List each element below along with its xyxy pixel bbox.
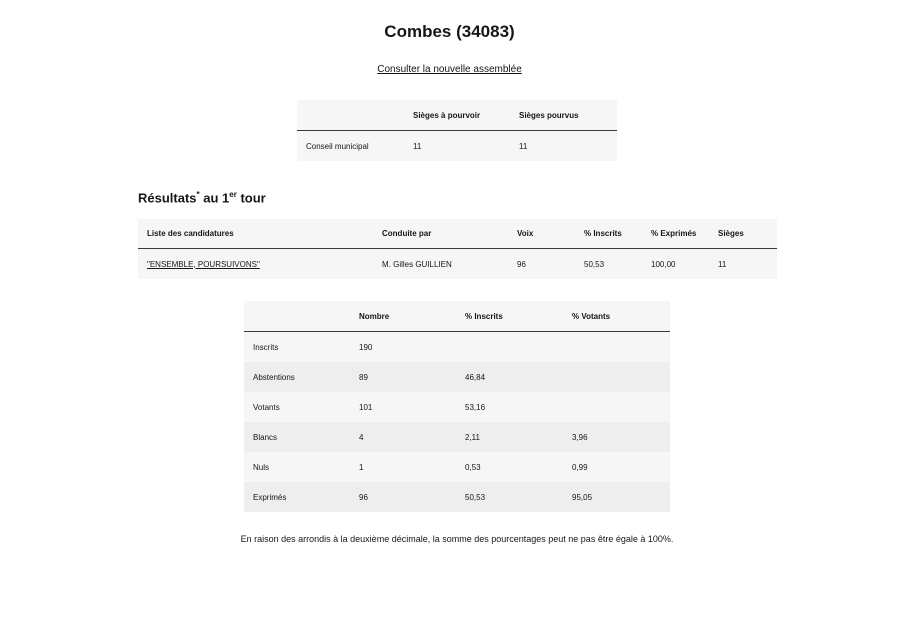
candidate-pct-expressed: 100,00 <box>642 249 709 280</box>
stats-pct-voters <box>563 362 670 392</box>
assembly-link-container <box>0 64 899 75</box>
candidates-header-row <box>138 219 777 249</box>
stats-pct-registered: 2,11 <box>456 422 563 452</box>
stats-count: 190 <box>350 332 456 363</box>
new-assembly-link[interactable]: Consulter la nouvelle assemblée <box>377 64 522 75</box>
stats-label: Exprimés <box>244 482 350 512</box>
header-led-by: Conduite par <box>373 219 508 249</box>
page-title: Combes (34083) <box>384 22 515 41</box>
header-list: Liste des candidatures <box>138 219 373 249</box>
stats-header-row <box>244 301 670 332</box>
stats-label: Blancs <box>244 422 350 452</box>
stats-header-pct-registered: % Inscrits <box>456 301 563 332</box>
header-pct-expressed: % Exprimés <box>642 219 709 249</box>
table-row <box>244 422 670 452</box>
header-votes: Voix <box>508 219 575 249</box>
stats-pct-registered: 0,53 <box>456 452 563 482</box>
results-heading-prefix: Résultats <box>138 190 197 206</box>
candidate-list-cell <box>138 249 373 280</box>
results-heading-mid: au 1 <box>199 190 230 206</box>
seats-header-filled: Sièges pourvus <box>510 100 617 131</box>
stats-label: Votants <box>244 392 350 422</box>
stats-count: 4 <box>350 422 456 452</box>
seats-header-row <box>297 100 617 131</box>
stats-pct-voters <box>563 332 670 363</box>
header-seats: Sièges <box>709 219 777 249</box>
stats-count: 96 <box>350 482 456 512</box>
stats-label: Abstentions <box>244 362 350 392</box>
stats-pct-voters <box>563 392 670 422</box>
rounding-note: En raison des arrondis à la deuxième décimale, la somme des pourcentages peut ne pas être égale à 100%. <box>240 534 674 544</box>
stats-label: Nuls <box>244 452 350 482</box>
table-row <box>244 482 670 512</box>
candidate-list-link[interactable]: "ENSEMBLE, POURSUIVONS" <box>147 259 260 269</box>
header-pct-registered: % Inscrits <box>575 219 642 249</box>
candidate-leader: M. Gilles GUILLIEN <box>373 249 508 280</box>
stats-count: 1 <box>350 452 456 482</box>
results-heading-star: * <box>196 190 200 199</box>
candidate-pct-registered: 50,53 <box>575 249 642 280</box>
stats-pct-registered: 46,84 <box>456 362 563 392</box>
results-heading <box>138 190 266 205</box>
stats-count: 101 <box>350 392 456 422</box>
stats-header-count: Nombre <box>350 301 456 332</box>
stats-label: Inscrits <box>244 332 350 363</box>
results-heading-suffix: tour <box>236 190 266 206</box>
table-row <box>244 452 670 482</box>
candidates-table <box>138 219 777 279</box>
stats-pct-registered <box>456 332 563 363</box>
stats-pct-registered: 50,53 <box>456 482 563 512</box>
stats-header-pct-voters: % Votants <box>563 301 670 332</box>
stats-pct-registered: 53,16 <box>456 392 563 422</box>
results-heading-ordinal: er <box>229 190 237 199</box>
stats-pct-voters: 95,05 <box>563 482 670 512</box>
seats-header-empty <box>297 100 404 131</box>
stats-header-empty <box>244 301 350 332</box>
table-row <box>244 332 670 363</box>
stats-table <box>244 301 670 512</box>
seats-filled-value: 11 <box>510 131 617 162</box>
table-row <box>297 131 617 162</box>
stats-pct-voters: 0,99 <box>563 452 670 482</box>
stats-pct-voters: 3,96 <box>563 422 670 452</box>
seats-body-label: Conseil municipal <box>297 131 404 162</box>
table-row <box>244 392 670 422</box>
table-row <box>138 249 777 280</box>
candidate-votes: 96 <box>508 249 575 280</box>
seats-to-fill-value: 11 <box>404 131 510 162</box>
stats-count: 89 <box>350 362 456 392</box>
table-row <box>244 362 670 392</box>
seats-table <box>297 100 617 161</box>
candidate-seats: 11 <box>709 249 777 280</box>
seats-header-to-fill: Sièges à pourvoir <box>404 100 510 131</box>
